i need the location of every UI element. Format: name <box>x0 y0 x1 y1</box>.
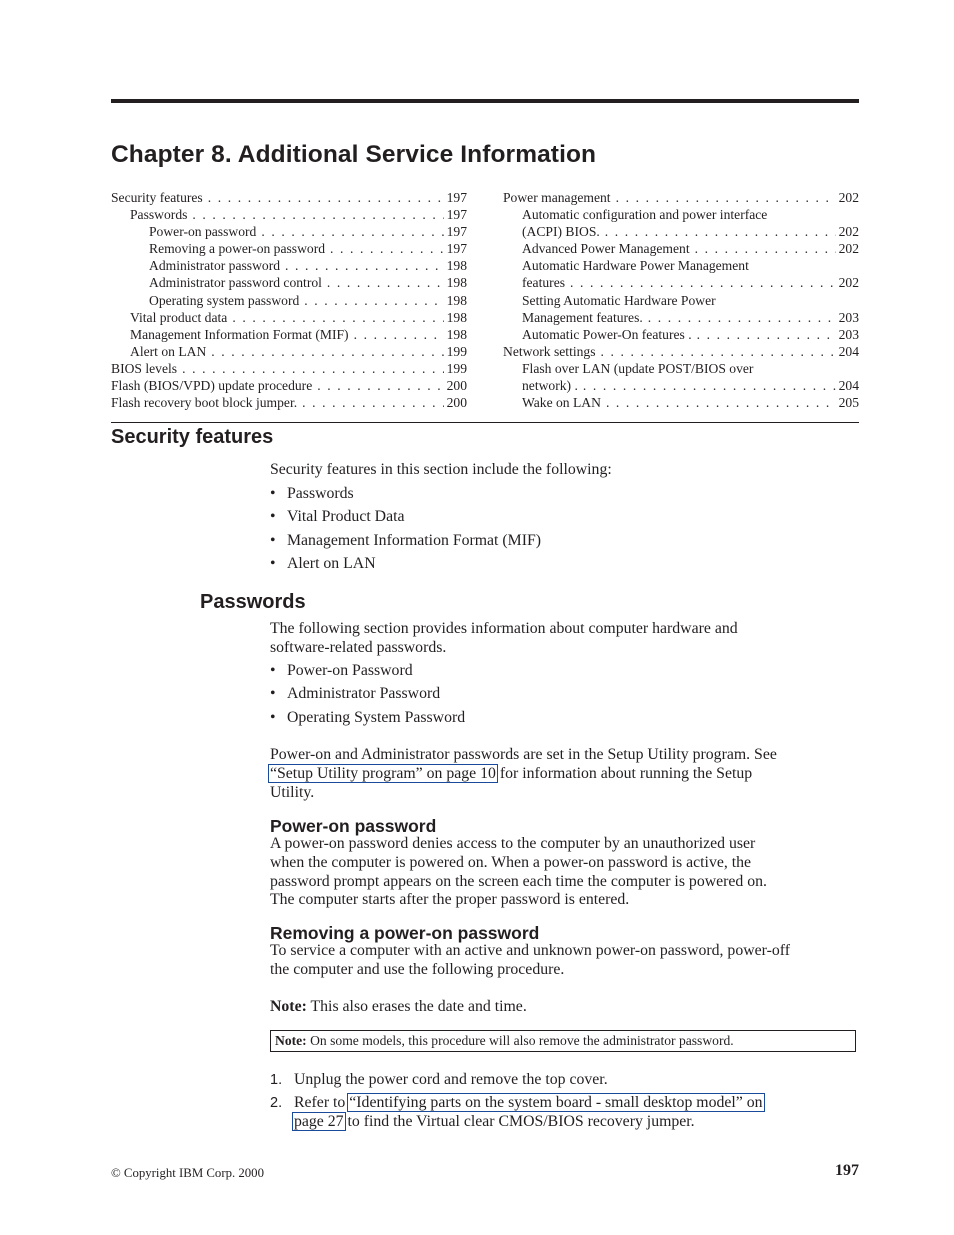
note-text: This also erases the date and time. <box>306 998 527 1015</box>
toc-entry-page: 198 <box>446 292 467 308</box>
toc-leader-dots <box>578 377 836 394</box>
toc-entry-page: 199 <box>446 343 467 359</box>
toc-entry[interactable] <box>503 257 859 274</box>
toc-entry[interactable] <box>111 240 467 257</box>
toc-entry-page: 198 <box>446 275 467 291</box>
copyright-notice: © Copyright IBM Corp. 2000 <box>111 1166 264 1180</box>
toc-entry[interactable] <box>503 377 859 394</box>
toc-entry[interactable] <box>503 189 859 206</box>
setup-line1: Power-on and Administrator passwords are set in the Setup Utility program. See <box>270 746 777 763</box>
toc-entry-title: Network settings <box>503 343 596 359</box>
toc-entry-page: 202 <box>838 224 859 240</box>
toc-leader-dots <box>690 240 836 257</box>
toc-entry-title: Wake on LAN <box>522 395 601 411</box>
passwords-intro <box>270 620 860 658</box>
toc-entry[interactable] <box>111 189 467 206</box>
security-features-heading: Security features <box>111 426 274 448</box>
toc-entry[interactable] <box>503 343 859 360</box>
top-rule <box>111 99 859 103</box>
setup-paragraph <box>270 746 870 802</box>
list-item: • Administrator Password <box>270 685 465 708</box>
toc-entry[interactable] <box>503 394 859 411</box>
removing-password-heading: Removing a power-on password <box>270 923 540 943</box>
toc-entry-title: Administrator password control <box>149 275 322 291</box>
toc-leader-dots <box>256 223 443 240</box>
procedure-steps <box>270 1071 763 1132</box>
toc-entry[interactable] <box>111 394 467 411</box>
note-box <box>270 1030 856 1052</box>
toc-entry[interactable] <box>503 326 859 343</box>
toc-entry-page: 200 <box>446 395 467 411</box>
toc-entry-title: Automatic Hardware Power Management <box>522 258 749 274</box>
toc-leader-dots <box>325 240 444 257</box>
toc-entry-title: Alert on LAN <box>130 343 207 359</box>
note-label: Note: <box>270 998 307 1015</box>
list-item: • Vital Product Data <box>270 508 541 531</box>
toc-entry-title: Automatic Power-On features . <box>522 326 692 342</box>
toc-entry[interactable] <box>111 343 467 360</box>
toc-entry[interactable] <box>111 292 467 309</box>
toc-entry-page: 204 <box>838 378 859 394</box>
toc-entry-title: Advanced Power Management <box>522 241 690 257</box>
toc-entry-page: 199 <box>446 360 467 376</box>
toc-left-column <box>111 189 467 411</box>
toc-leader-dots <box>206 343 443 360</box>
step-number: 2. <box>270 1095 283 1112</box>
page-27-link[interactable]: page 27 <box>294 1113 344 1131</box>
toc-entry-title: Management Information Format (MIF) <box>130 326 349 342</box>
power-on-line: A power-on password denies access to the computer by an unauthorized user <box>270 835 756 852</box>
toc-leader-dots <box>227 309 443 326</box>
toc-leader-dots <box>565 274 836 291</box>
toc-entry-page: 202 <box>838 241 859 257</box>
toc-leader-dots <box>280 257 444 274</box>
toc-entry-title: Vital product data <box>130 309 228 325</box>
toc-entry-title: (ACPI) BIOS. <box>522 224 600 240</box>
toc-entry-page: 198 <box>446 326 467 342</box>
toc-leader-dots <box>297 394 443 411</box>
toc-divider <box>111 422 859 423</box>
toc-leader-dots <box>611 189 836 206</box>
toc-leader-dots <box>692 326 836 343</box>
toc-entry[interactable] <box>111 257 467 274</box>
toc-leader-dots <box>601 394 836 411</box>
toc-entry[interactable] <box>503 309 859 326</box>
removing-line2: the computer and use the following procedure. <box>270 960 565 978</box>
power-on-password-heading: Power-on password <box>270 816 437 836</box>
toc-leader-dots <box>322 274 444 291</box>
power-on-paragraph <box>270 835 870 910</box>
step-pre: Refer to <box>294 1094 350 1112</box>
toc-entry-title: Setting Automatic Hardware Power <box>522 292 716 308</box>
power-on-line: The computer starts after the proper password is entered. <box>270 891 630 909</box>
toc-right-column <box>503 189 859 411</box>
toc-entry-title: Automatic configuration and power interface <box>522 207 768 223</box>
toc-entry-page: 197 <box>446 190 467 205</box>
toc-entry-title: features <box>522 275 566 291</box>
toc-leader-dots <box>600 223 836 240</box>
toc-leader-dots <box>643 309 836 326</box>
toc-entry-title: Flash recovery boot block jumper. <box>111 395 298 411</box>
step-text: Unplug the power cord and remove the top cover. <box>294 1071 608 1088</box>
toc-entry-title: Management features. <box>522 309 643 325</box>
step-number: 1. <box>270 1072 283 1088</box>
toc-entry[interactable] <box>503 206 859 223</box>
list-item: • Power-on Password <box>270 662 465 685</box>
identifying-parts-link[interactable]: “Identifying parts on the system board - small desktop model” on <box>349 1094 763 1112</box>
list-item: • Operating System Password <box>270 709 465 732</box>
toc-entry-page: 197 <box>446 207 467 223</box>
toc-leader-dots <box>299 292 443 309</box>
step-1 <box>270 1071 763 1094</box>
setup-utility-link[interactable]: “Setup Utility program” on page 10 <box>270 764 496 782</box>
chapter-title: Chapter 8. Additional Service Information <box>111 141 597 168</box>
passwords-intro-line2: software-related passwords. <box>270 638 447 656</box>
toc-entry-title: network) . <box>522 378 578 394</box>
toc-entry[interactable] <box>111 360 467 377</box>
step-2 <box>270 1094 763 1132</box>
toc-entry[interactable] <box>111 206 467 223</box>
toc-entry-title: Operating system password <box>149 292 300 308</box>
toc-entry-title: Power-on password <box>149 224 257 240</box>
toc-entry[interactable] <box>111 223 467 240</box>
note-box-label: Note: <box>275 1033 307 1048</box>
toc-entry[interactable] <box>503 360 859 377</box>
note-box-text: On some models, this procedure will also remove the administrator password. <box>306 1033 734 1048</box>
page-number: 197 <box>835 1162 859 1179</box>
toc-entry[interactable] <box>503 292 859 309</box>
toc-entry-title: Removing a power-on password <box>149 241 326 257</box>
removing-paragraph <box>270 942 870 980</box>
toc-entry-title: Administrator password <box>149 258 281 274</box>
toc-entry-title: Power management <box>503 190 611 205</box>
toc-entry[interactable] <box>503 240 859 257</box>
passwords-bullet-list <box>270 662 465 732</box>
toc-entry[interactable] <box>111 309 467 326</box>
passwords-heading: Passwords <box>200 591 306 613</box>
removing-note <box>270 998 860 1017</box>
toc-entry-page: 197 <box>446 241 467 257</box>
toc-entry-title: BIOS levels <box>111 360 178 376</box>
list-item: • Management Information Format (MIF) <box>270 532 541 555</box>
toc-entry-title: Security features <box>111 190 203 205</box>
toc-leader-dots <box>177 360 444 377</box>
toc-entry-page: 197 <box>446 224 467 240</box>
toc-entry-title: Flash over LAN (update POST/BIOS over <box>522 360 754 376</box>
security-intro: Security features in this section include the following: <box>270 461 612 478</box>
setup-line2-rest: for information about running the Setup <box>495 764 753 782</box>
toc-leader-dots <box>349 326 444 343</box>
step-post: to find the Virtual clear CMOS/BIOS recovery jumper. <box>343 1113 695 1131</box>
toc-entry[interactable] <box>111 326 467 343</box>
toc-entry-page: 203 <box>838 326 859 342</box>
toc-entry-page: 205 <box>838 395 859 411</box>
toc-leader-dots <box>312 377 443 394</box>
toc-entry-page: 198 <box>446 258 467 274</box>
passwords-intro-line1: The following section provides information about computer hardware and <box>270 620 738 637</box>
toc-leader-dots <box>596 343 836 360</box>
toc-entry[interactable] <box>111 274 467 291</box>
toc-leader-dots <box>203 189 444 206</box>
list-item: • Passwords <box>270 485 541 508</box>
toc-entry[interactable] <box>503 274 859 291</box>
power-on-line: when the computer is powered on. When a power-on password is active, the <box>270 853 752 871</box>
toc-entry-page: 198 <box>446 309 467 325</box>
power-on-line: password prompt appears on the screen each time the computer is powered on. <box>270 872 768 890</box>
list-item: • Alert on LAN <box>270 555 541 578</box>
toc-leader-dots <box>187 206 443 223</box>
toc-entry-title: Flash (BIOS/VPD) update procedure <box>111 378 313 394</box>
toc-entry-page: 204 <box>838 343 859 359</box>
toc-entry-page: 200 <box>446 378 467 394</box>
toc-entry[interactable] <box>503 223 859 240</box>
toc-entry-page: 202 <box>838 275 859 291</box>
toc-entry-page: 202 <box>838 190 859 205</box>
toc-entry[interactable] <box>111 377 467 394</box>
security-bullet-list <box>270 485 541 579</box>
toc-entry-title: Passwords <box>130 207 188 223</box>
toc-entry-page: 203 <box>838 309 859 325</box>
removing-line1: To service a computer with an active and unknown power-on password, power-off <box>270 942 790 959</box>
setup-line3: Utility. <box>270 783 315 801</box>
